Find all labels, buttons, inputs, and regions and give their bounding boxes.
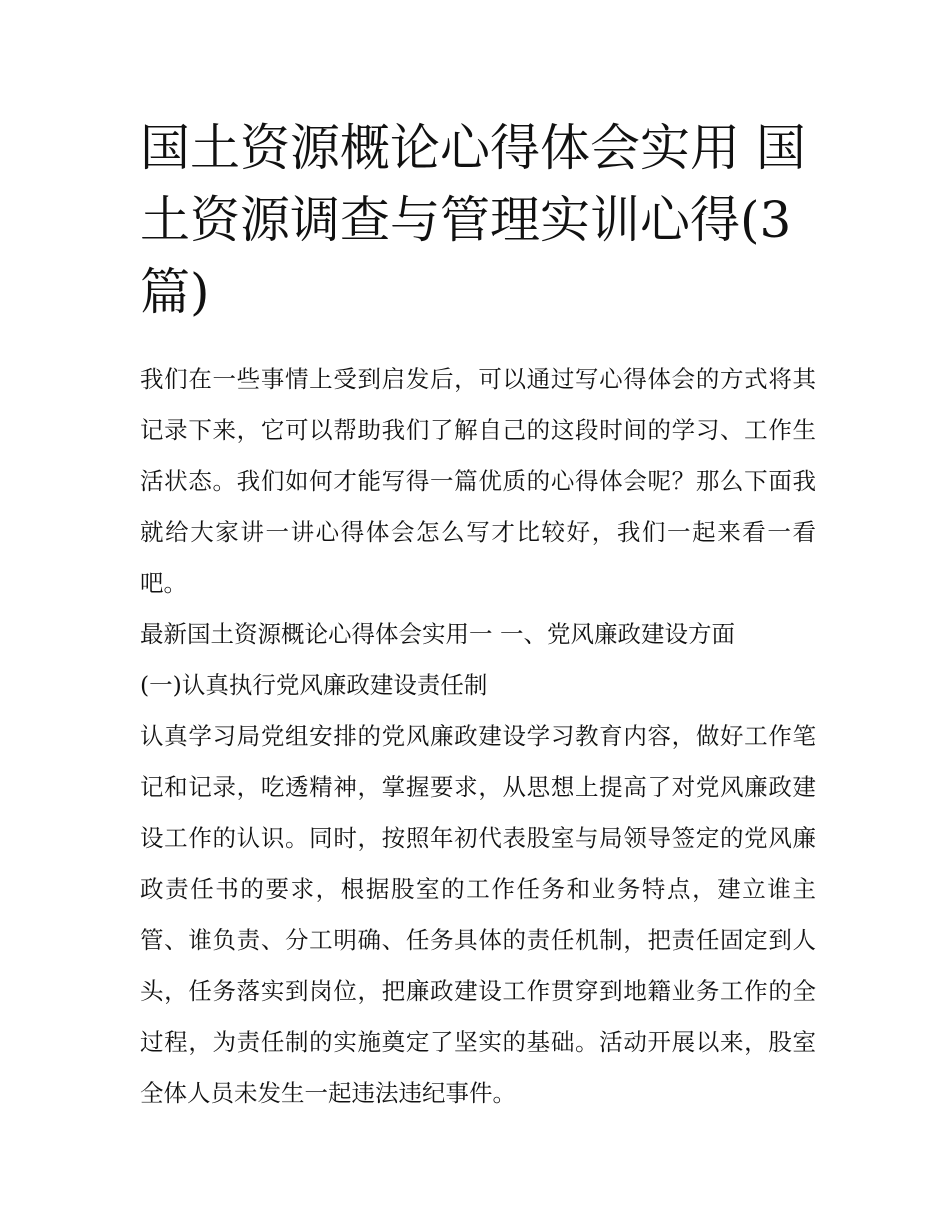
subsection-heading: (一)认真执行党风廉政建设责任制 <box>140 671 488 699</box>
section-heading: 最新国土资源概论心得体会实用一 一、党风廉政建设方面 <box>140 620 735 648</box>
body-paragraph: 认真学习局党组安排的党风廉政建设学习教育内容，做好工作笔记和记录，吃透精神，掌握要求，从思想上提高了对党风廉政建设工作的认识。同时，按照年初代表股室与局领导签定的党风廉政责任书的要求，根据股室的工作任务和业务特点，建立谁主管、谁负责、分工明确、任务具体的责任机制，把责任固定到人头，任务落实到岗位，把廉政建设工作贯穿到地籍业务工作的全过程，为责任制的实施奠定了坚实的基础。活动开展以来，股室全体人员未发生一起违法违纪事件。 <box>140 722 816 1107</box>
document-body <box>140 354 816 1119</box>
document-title: 国土资源概论心得体会实用 国土资源调查与管理实训心得(3篇) <box>140 119 806 321</box>
intro-paragraph: 我们在一些事情上受到启发后，可以通过写心得体会的方式将其记录下来，它可以帮助我们了解自己的这段时间的学习、工作生活状态。我们如何才能写得一篇优质的心得体会呢？那么下面我就给大家讲一讲心得体会怎么写才比较好，我们一起来看一看吧。 <box>140 365 816 597</box>
